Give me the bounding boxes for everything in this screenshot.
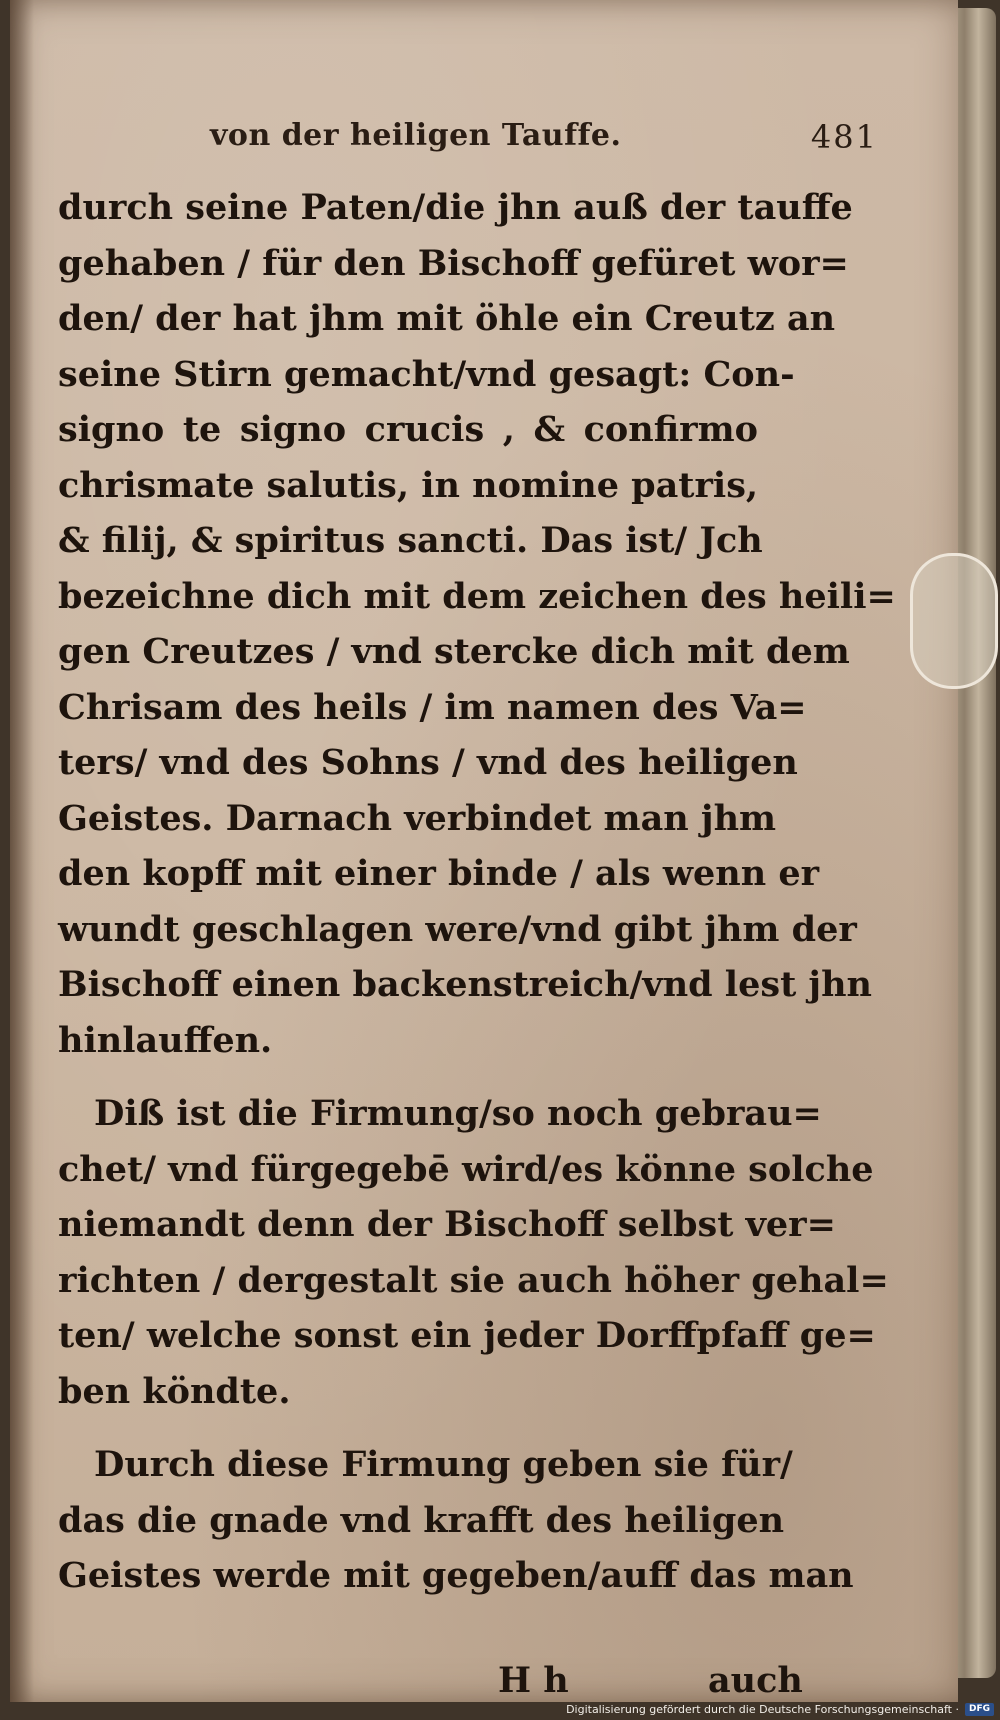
text-line: Bischoff einen backenstreich/vnd lest jhn	[58, 964, 872, 1005]
text-line: signo te signo crucis , & confirmo	[58, 409, 758, 450]
text-line: Durch diese Firmung geben sie für/	[94, 1444, 793, 1485]
text-line: Diß ist die Firmung/so noch gebrau=	[94, 1093, 822, 1134]
text-line: gehaben / für den Bischoff gefüret wor=	[58, 242, 849, 284]
text-line: niemandt denn der Bischoff selbst ver=	[58, 1204, 836, 1245]
text-line: den/ der hat jhm mit öhle ein Creutz an	[58, 298, 836, 339]
text-line: ben köndte.	[58, 1370, 291, 1412]
signature-mark: H h	[498, 1660, 569, 1701]
body-text	[58, 180, 896, 1701]
text-line: seine Stirn gemacht/vnd gesagt: Con-	[58, 353, 795, 395]
signature-line	[58, 1656, 803, 1706]
text-line: Geistes. Darnach verbindet man jhm	[58, 797, 777, 839]
text-line: ters/ vnd des Sohns / vnd des heiligen	[58, 742, 798, 783]
dfg-logo: DFG	[965, 1703, 994, 1716]
text-line: das die gnade vnd krafft des heiligen	[58, 1499, 785, 1541]
text-line: richten / dergestalt sie auch höher gehal=	[58, 1259, 889, 1301]
text-line: ten/ welche sonst ein jeder Dorffpfaff ge=	[58, 1315, 876, 1356]
paragraph-gap	[58, 1068, 758, 1086]
funding-credit: Digitalisierung gefördert durch die Deutsche Forschungsgemeinschaft ·	[566, 1702, 959, 1716]
digitization-footer	[566, 1700, 994, 1718]
text-line: chrismate salutis, in nomine patris,	[58, 464, 759, 506]
running-title: von der heiligen Tauffe.	[210, 118, 622, 153]
book-page	[10, 0, 958, 1702]
page-edge-tab	[910, 553, 998, 689]
text-line: chet/ vnd fürgegebē wird/es könne solche	[58, 1148, 874, 1190]
text-line: Geistes werde mit gegeben/auff das man	[58, 1555, 854, 1596]
catchword: auch	[708, 1660, 803, 1701]
text-line: durch seine Paten/die jhn auß der tauffe	[58, 187, 853, 228]
binding-shadow	[10, 0, 34, 1702]
text-line: wundt geschlagen were/vnd gibt jhm der	[58, 908, 857, 950]
text-line: & filij, & spiritus sancti. Das ist/ Jch	[58, 520, 763, 561]
page-number: 481	[810, 118, 878, 156]
text-line: gen Creutzes / vnd stercke dich mit dem	[58, 631, 850, 672]
text-line: den kopff mit einer binde / als wenn er	[58, 853, 820, 894]
paragraph-gap	[58, 1419, 758, 1437]
text-line: bezeichne dich mit dem zeichen des heili=	[58, 575, 896, 617]
text-line: Chrisam des heils / im namen des Va=	[58, 686, 807, 728]
text-line: hinlauffen.	[58, 1019, 273, 1061]
page-header	[210, 118, 878, 158]
